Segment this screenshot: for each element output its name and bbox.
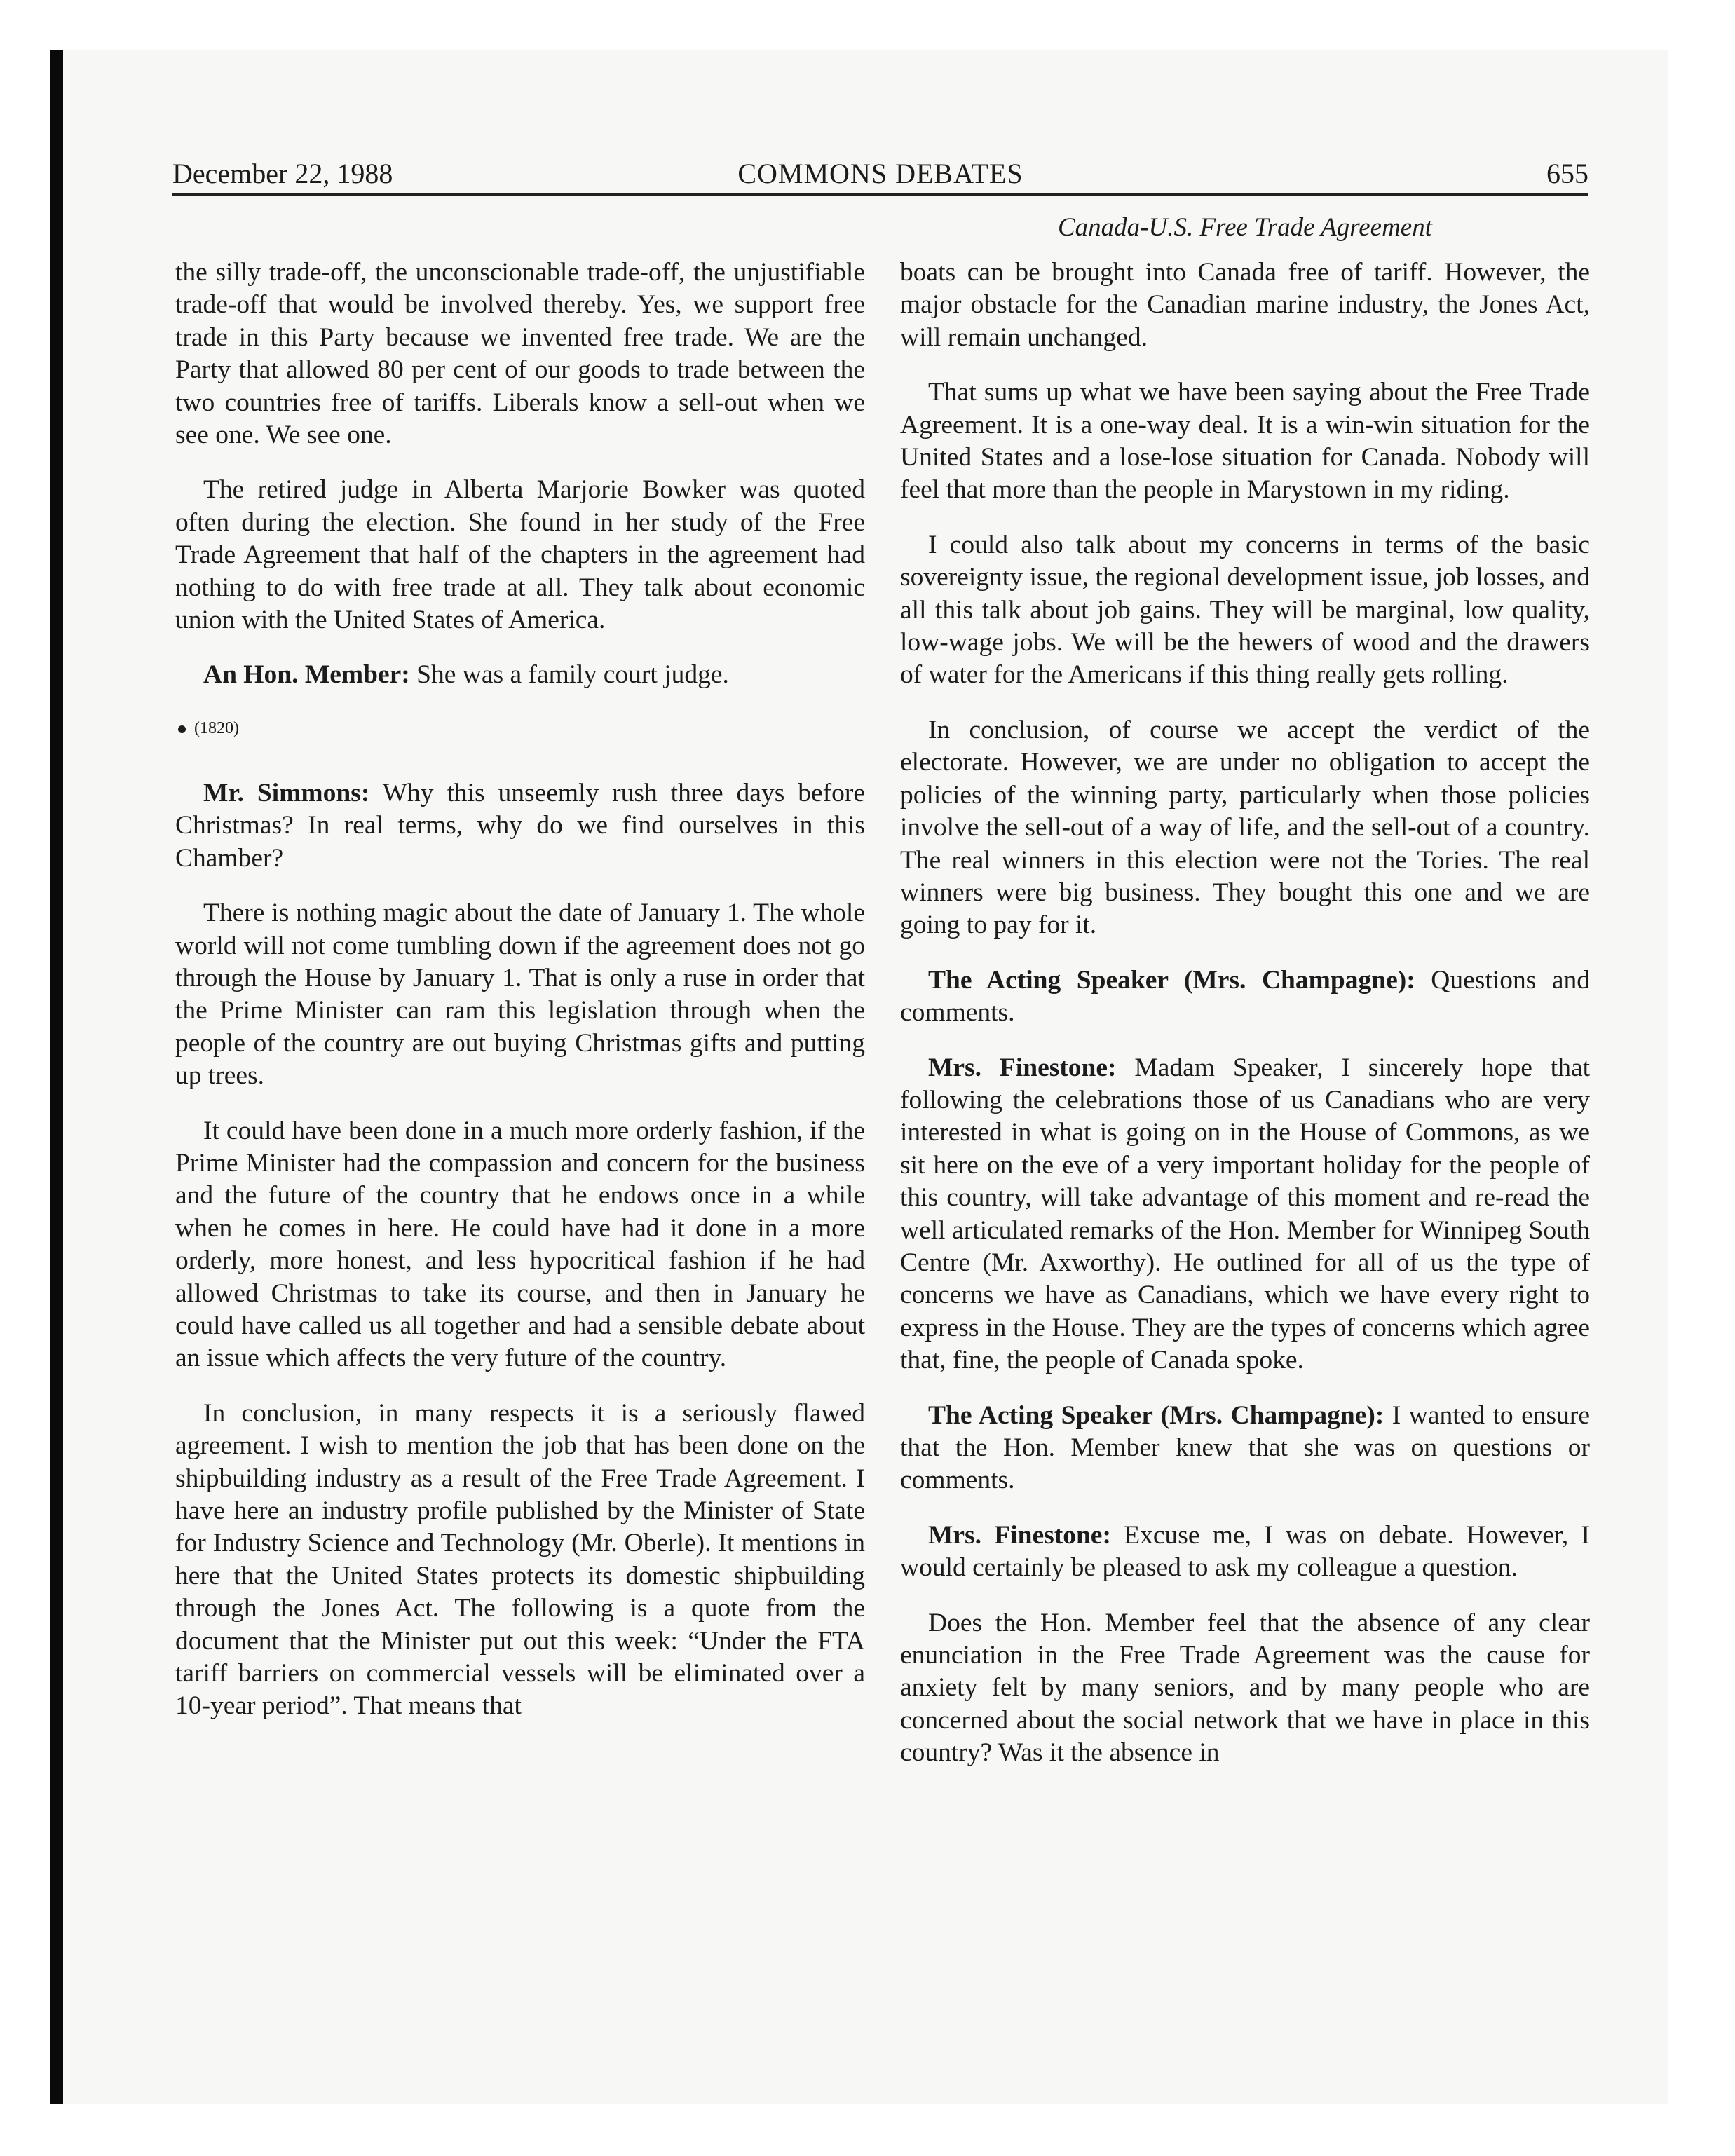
paragraph: The retired judge in Alberta Marjorie Bowker was quoted often during the election. She found in her study of the Free Trade Agreement that half of the chapters in the agreement had nothing to do with free trade at all. They talk about economic union with the United States of America.	[175, 475, 865, 635]
speaker-name: Mr. Simmons:	[203, 778, 370, 807]
page-number: 655	[1546, 158, 1588, 189]
section-subheading: Canada-U.S. Free Trade Agreement	[1057, 213, 1433, 242]
paragraph	[175, 659, 865, 691]
paragraph: It could have been done in a much more orderly fashion, if the Prime Minister had the compassion and concern for the business and the future of the country that he endows once in a while when he comes in here. He could have had it done in a more orderly, more honest, and less hypocritical fashion if he had allowed Christmas to take its course, and then in January he could have called us all together and had a sensible debate about an issue which affects the very future of the country.	[175, 1116, 865, 1373]
paragraph: boats can be brought into Canada free of tariff. However, the major obstacle for the Canadian marine industry, the Jones Act, will remain unchanged.	[900, 258, 1590, 352]
speech-text: Why this unseemly rush three days before Christmas? In real terms, why do we find ourselves in this Chamber?	[175, 778, 865, 873]
speaker-name: The Acting Speaker (Mrs. Champagne):	[928, 1400, 1384, 1430]
speech-text: Madam Speaker, I sincerely hope that following the celebrations those of us Canadians who are very interested in what is going on in the House of Commons, as we sit here on the eve of a very important holiday for the people of this country, will take advantage of this moment and re-read the well articulated remarks of the Hon. Member for Winnipeg South Centre (Mr. Axworthy). He outlined for all of us the type of concerns we have as Canadians, which we have every right to express in the House. They are the types of concerns which agree that, fine, the people of Canada spoke.	[900, 1053, 1591, 1375]
paragraph: I could also talk about my concerns in terms of the basic sovereignty issue, the regional development issue, job losses, and all this talk about job gains. They will be marginal, low quality, low-wage jobs. We will be the hewers of wood and the drawers of water for the Americans if this thing really gets rolling.	[900, 530, 1590, 690]
speech-text: I wanted to ensure that the Hon. Member knew that she was on questions or comments.	[900, 1400, 1590, 1495]
paragraph: There is nothing magic about the date of January 1. The whole world will not come tumbling down if the agreement does not go through the House by January 1. That is only a ruse in order that the Prime Minister can ram this legislation through when the people of the country are out buying Christmas gifts and putting up trees.	[175, 899, 865, 1091]
paragraph: Does the Hon. Member feel that the absence of any clear enunciation in the Free Trade Agreement was the cause for anxiety felt by many seniors, and by many people who are concerned about the social network that we have in place in this country? Was it the absence in	[900, 1608, 1590, 1768]
paragraph	[175, 777, 865, 875]
page-header	[172, 156, 1588, 192]
paragraph: In conclusion, in many respects it is a seriously flawed agreement. I wish to mention the job that has been done on the shipbuilding industry as a result of the Free Trade Agreement. I have here an industry profile published by the Minister of State for Industry Science and Technology (Mr. Oberle). It mentions in here that the United States protects its domestic shipbuilding through the Jones Act. The following is a quote from the document that the Minister put out this week: “Under the FTA tariff barriers on commercial vessels will be eliminated over a 10-year period”. That means that	[175, 1398, 865, 1721]
speaker-name: Mrs. Finestone:	[928, 1053, 1117, 1082]
speech-text: Excuse me, I was on debate. However, I would certainly be pleased to ask my colleague a question.	[900, 1520, 1590, 1583]
speech-text: She was a family court judge.	[409, 660, 729, 690]
header-date: December 22, 1988	[172, 158, 393, 189]
paragraph	[900, 1052, 1590, 1377]
bullet-icon	[178, 725, 186, 733]
paragraph	[900, 1400, 1590, 1497]
left-column	[175, 257, 865, 1745]
paragraph: In conclusion, of course we accept the verdict of the electorate. However, we are under no obligation to accept the policies of the winning party, particularly when those policies involve the sell-out of a way of life, and the sell-out of a country. The real winners in this election were not the Tories. The real winners were big business. They bought this one and we are going to pay for it.	[900, 715, 1590, 940]
speaker-name: An Hon. Member:	[203, 660, 410, 690]
paragraph	[900, 1520, 1590, 1585]
speech-text: Questions and comments.	[900, 965, 1590, 1028]
right-column	[900, 257, 1590, 1792]
timestamp-text: (1820)	[194, 718, 239, 737]
paragraph: the silly trade-off, the unconscionable trade-off, the unjustifiable trade-off that would be involved thereby. Yes, we support free trade in this Party because we invented free trade. We are the Party that allowed 80 per cent of our goods to trade between the two countries free of tariffs. Liberals know a sell-out when we see one. We see one.	[175, 258, 865, 450]
speaker-name: Mrs. Finestone:	[928, 1520, 1111, 1550]
paragraph	[900, 964, 1590, 1030]
scan-edge	[50, 50, 63, 2104]
header-title: COMMONS DEBATES	[737, 158, 1023, 189]
header-rule	[172, 193, 1588, 196]
timestamp	[178, 714, 865, 742]
speaker-name: The Acting Speaker (Mrs. Champagne):	[928, 965, 1415, 995]
paragraph: That sums up what we have been saying about the Free Trade Agreement. It is a one-way deal. It is a win-win situation for the United States and a lose-lose situation for Canada. Nobody will feel that more than the people in Marystown in my riding.	[900, 378, 1590, 505]
